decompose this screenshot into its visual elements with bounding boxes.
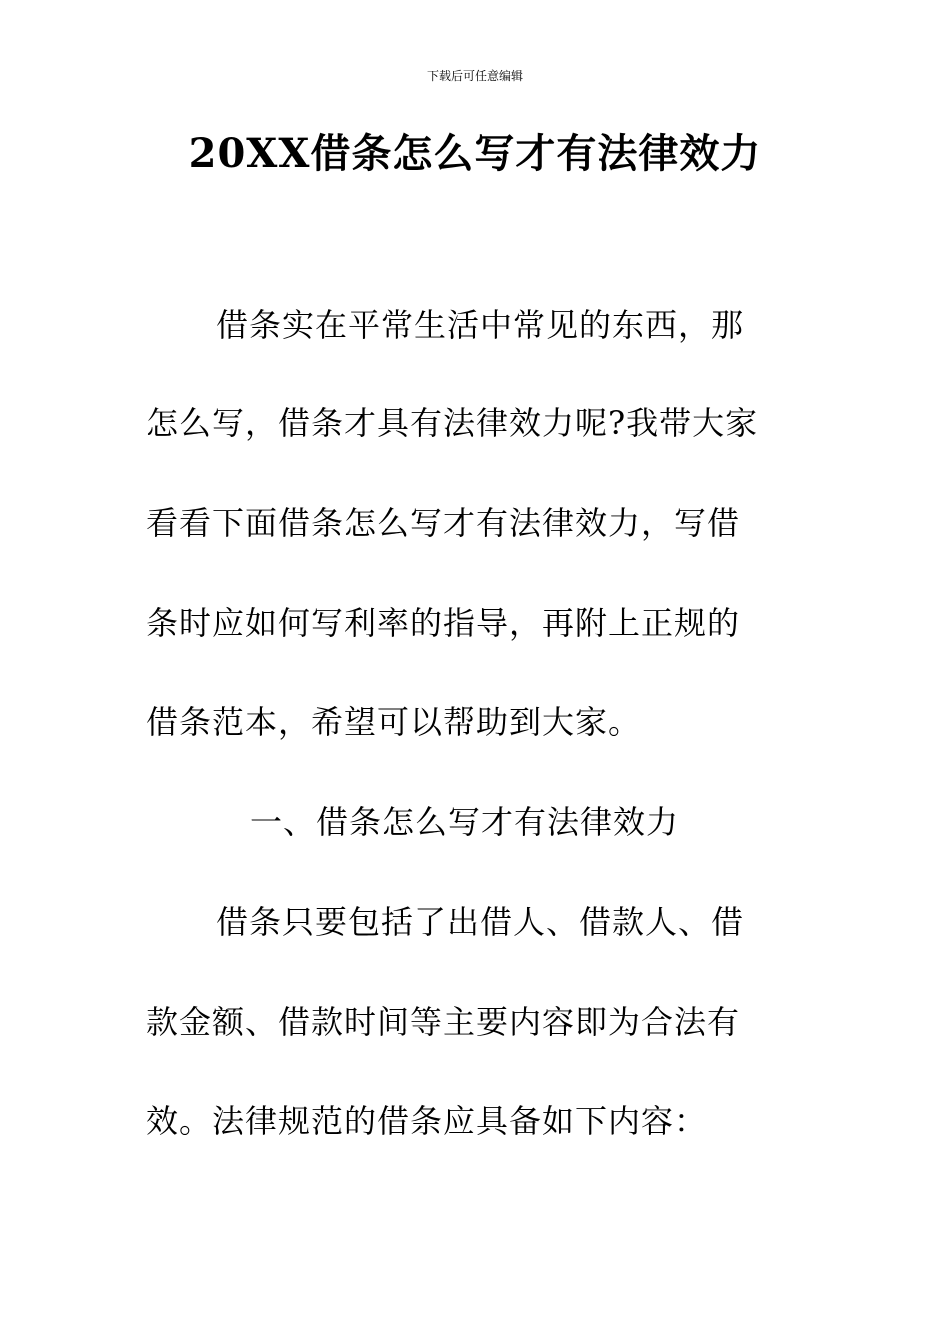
paragraph-line: 怎么写，借条才具有法律效力呢?我带大家 <box>146 404 759 442</box>
section-heading: 一、借条怎么写才有法律效力 <box>250 803 680 841</box>
paragraph-line: 效。法律规范的借条应具备如下内容： <box>146 1102 708 1140</box>
document-title: 20XX借条怎么写才有法律效力 <box>188 130 762 177</box>
paragraph-line: 款金额、借款时间等主要内容即为合法有 <box>146 1003 741 1041</box>
paragraph-line: 看看下面借条怎么写才有法律效力，写借 <box>146 504 741 542</box>
paragraph-line: 借条实在平常生活中常见的东西，那 <box>216 306 745 344</box>
paragraph-line: 借条只要包括了出借人、借款人、借 <box>216 903 745 941</box>
paragraph-line: 条时应如何写利率的指导，再附上正规的 <box>146 604 741 642</box>
header-note: 下载后可任意编辑 <box>426 69 523 83</box>
paragraph-line: 借条范本，希望可以帮助到大家。 <box>146 703 642 741</box>
